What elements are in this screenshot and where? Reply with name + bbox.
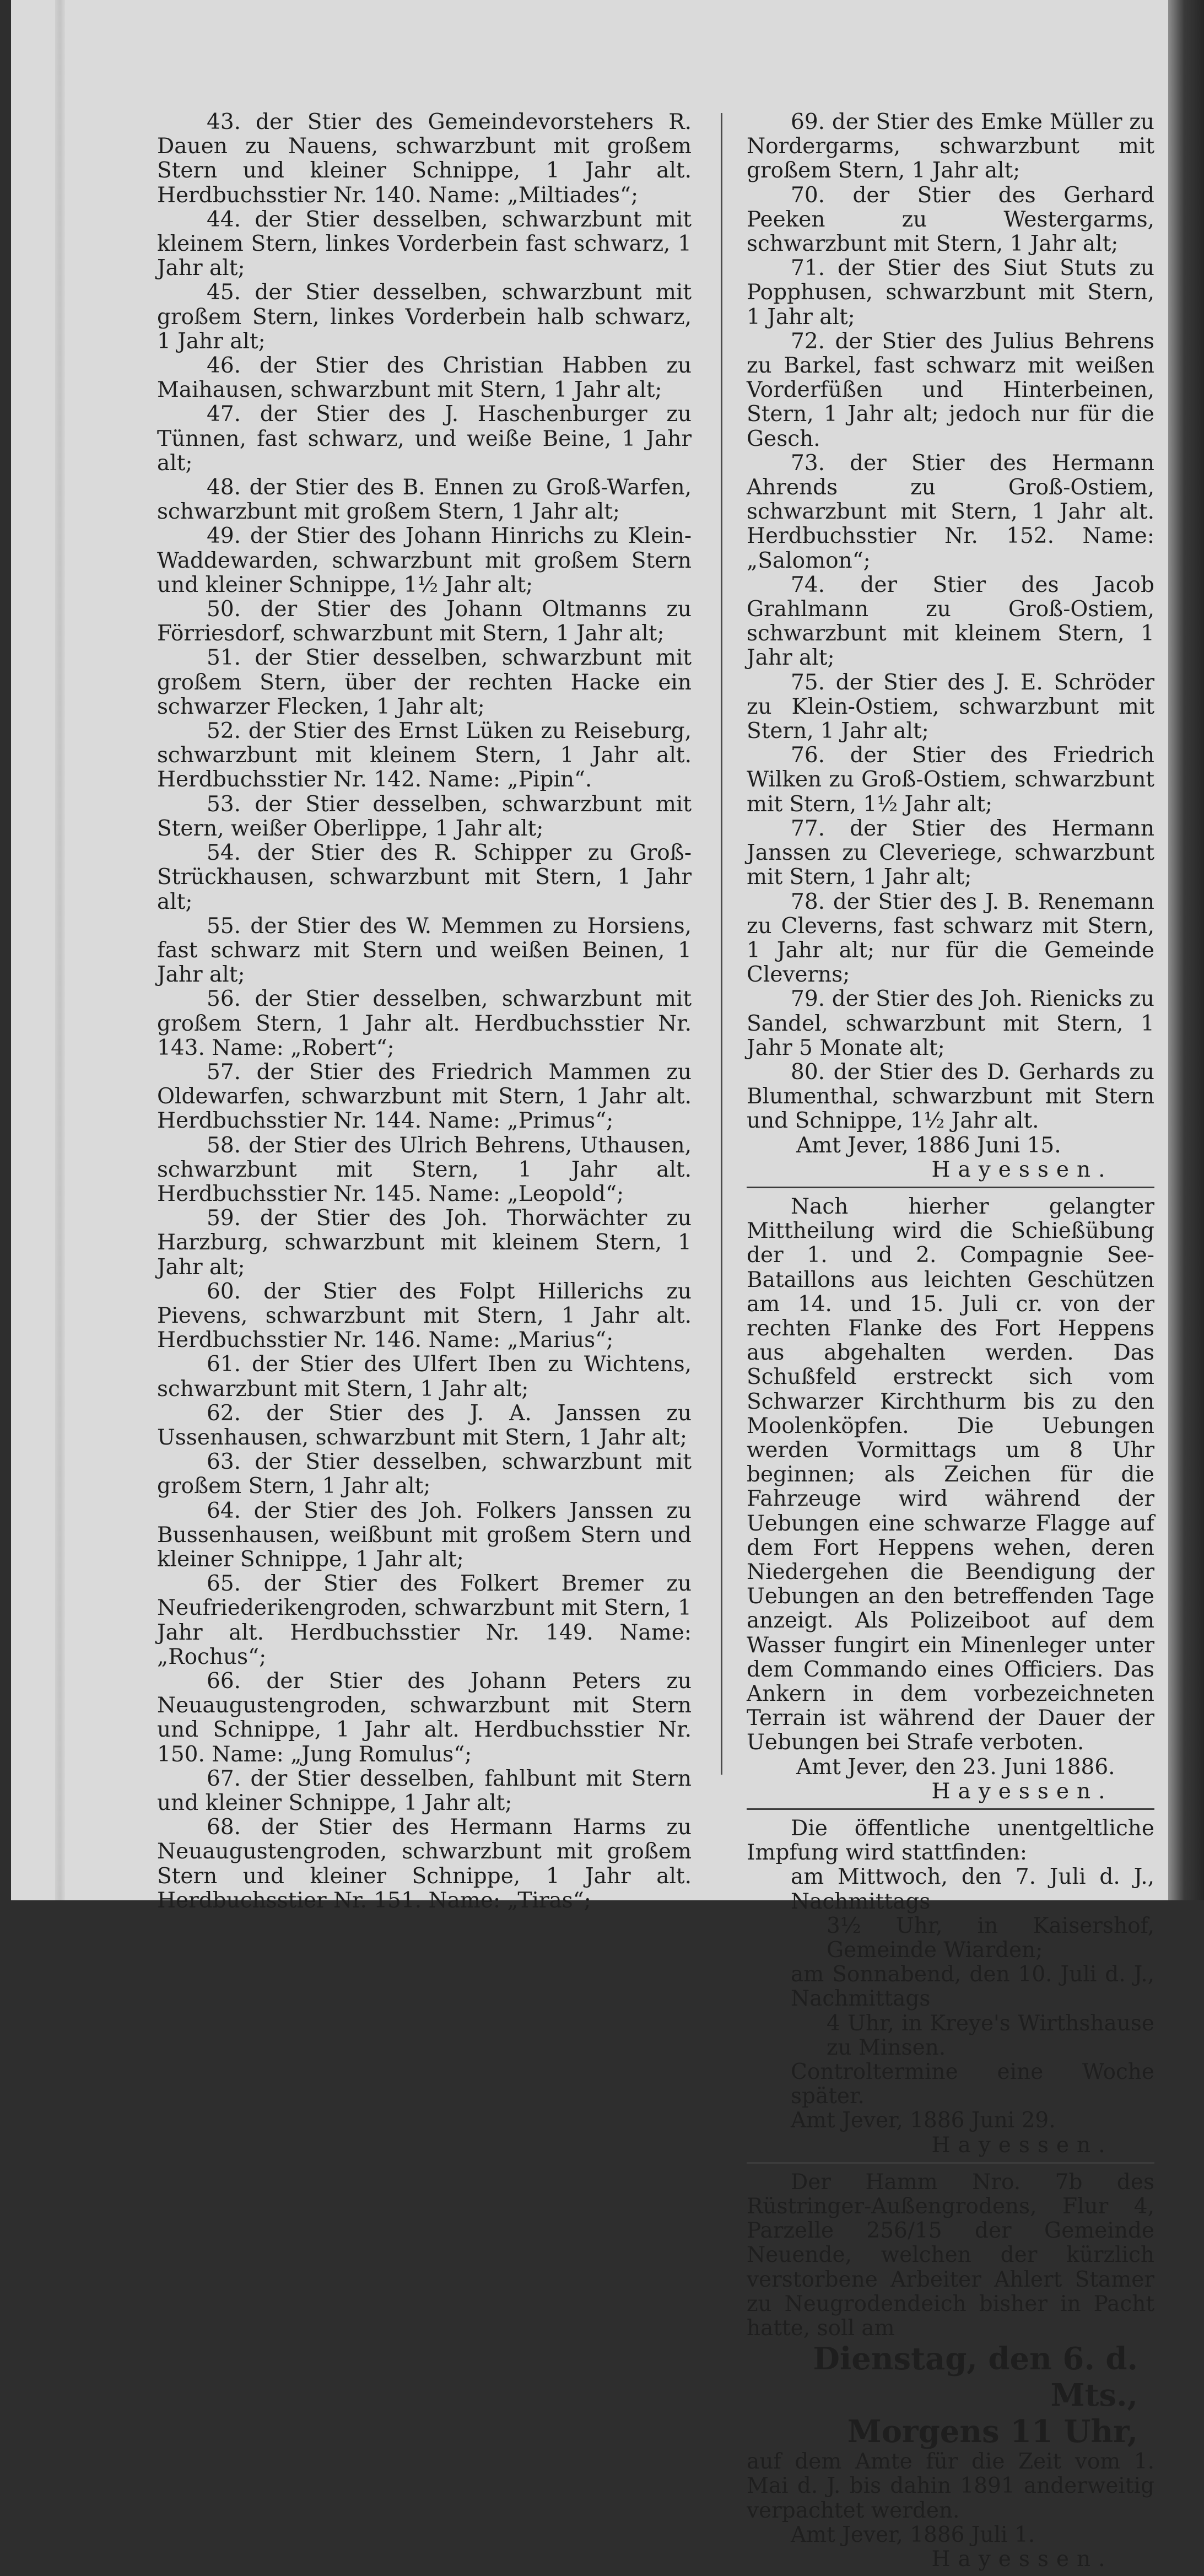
notice-separator-1 [747,1187,1154,1188]
entry-43: 43. der Stier des Gemeindevorstehers R. Dauen zu Nauens, schwarzbunt mit großem Stern und kleiner Schnippe, 1 Jahr alt. Herdbuchsstier Nr. 140. Name: „Miltiades“; [157,110,692,208]
entry-51: 51. der Stier desselben, schwarzbunt mit großem Stern, über der rechten Hacke ein schwarzer Flecken, 1 Jahr alt; [157,645,692,719]
entry-46: 46. der Stier des Christian Habben zu Maihausen, schwarzbunt mit Stern, 1 Jahr alt; [157,353,692,403]
entry-74: 74. der Stier des Jacob Grahlmann zu Groß-Ostiem, schwarzbunt mit kleinem Stern, 1 Jahr alt; [747,572,1154,671]
page-edge-shadow [1168,0,1204,1900]
entry-72: 72. der Stier des Julius Behrens zu Barkel, fast schwarz mit weißen Vorderfüßen und Hinterbeinen, Stern, 1 Jahr alt; jedoch nur für die Gesch. [747,328,1154,451]
notice-separator-2 [747,1808,1154,1810]
notice3-date: Amt Jever, 1886 Juni 29. [791,2108,1056,2133]
entry-79: 79. der Stier des Joh. Rienicks zu Sandel, schwarzbunt mit Stern, 1 Jahr 5 Monate alt; [747,987,1154,1060]
notice3-line2: 3½ Uhr, in Kaisershof, Gemeinde Wiarden; [827,1913,1154,1963]
column-divider [721,113,722,1775]
notice4-signature: Hayessen. [931,2547,1113,2572]
notice1-date: Amt Jever, 1886 Juni 15. [796,1133,1061,1158]
entry-62: 62. der Stier des J. A. Janssen zu Ussenhausen, schwarzbunt mit Stern, 1 Jahr alt; [157,1400,692,1450]
entry-59: 59. der Stier des Joh. Thorwächter zu Harzburg, schwarzbunt mit kleinem Stern, 1 Jahr alt; [157,1206,692,1280]
notice2-signature: Hayessen. [931,1779,1113,1804]
entry-66: 66. der Stier des Johann Peters zu Neuaugustengroden, schwarzbunt mit Stern und Schnippe, 1 Jahr alt. Herdbuchsstier Nr. 150. Name: „Jung Romulus“; [157,1669,692,1767]
entry-57: 57. der Stier des Friedrich Mammen zu Oldewarfen, schwarzbunt mit Stern, 1 Jahr alt. Herdbuchsstier Nr. 144. Name: „Primus“; [157,1059,692,1134]
page-fold [55,0,65,1900]
entry-68: 68. der Stier des Hermann Harms zu Neuaugustengroden, schwarzbunt mit großem Stern und kleiner Schnippe, 1 Jahr alt. Herdbuchsstier Nr. 151. Name: „Tiras“; [157,1815,692,1913]
entry-63: 63. der Stier desselben, schwarzbunt mit großem Stern, 1 Jahr alt; [157,1449,692,1499]
entry-44: 44. der Stier desselben, schwarzbunt mit kleinem Stern, linkes Vorderbein fast schwarz, 1 Jahr alt; [157,207,692,281]
notice3-signature: Hayessen. [931,2132,1113,2158]
entry-45: 45. der Stier desselben, schwarzbunt mit großem Stern, linkes Vorderbein halb schwarz, 1 Jahr alt; [157,280,692,354]
entry-75: 75. der Stier des J. E. Schröder zu Klein-Ostiem, schwarzbunt mit Stern, 1 Jahr alt; [747,670,1154,744]
notice-separator-3 [747,2162,1154,2164]
entry-58: 58. der Stier des Ulrich Behrens, Uthausen, schwarzbunt mit Stern, 1 Jahr alt. Herdbuchsstier Nr. 145. Name: „Leopold“; [157,1133,692,1206]
entry-69: 69. der Stier des Emke Müller zu Nordergarms, schwarzbunt mit großem Stern, 1 Jahr alt; [747,110,1154,184]
notice4-text-continued: auf dem Amte für die Zeit vom 1. Mai d. J. bis dahin 1891 anderweitig verpachtet werden. [747,2449,1154,2523]
entry-61: 61. der Stier des Ulfert Iben zu Wichtens, schwarzbunt mit Stern, 1 Jahr alt; [157,1352,692,1402]
entry-55: 55. der Stier des W. Memmen zu Horsiens, fast schwarz mit Stern und weißen Beinen, 1 Jahr alt; [157,913,692,988]
entry-71: 71. der Stier des Siut Stuts zu Popphusen, schwarzbunt mit Stern, 1 Jahr alt; [747,256,1154,330]
entry-67: 67. der Stier desselben, fahlbunt mit Stern und kleiner Schnippe, 1 Jahr alt; [157,1766,692,1816]
entry-49: 49. der Stier des Johann Hinrichs zu Klein-Waddewarden, schwarzbunt mit großem Stern und kleiner Schnippe, 1½ Jahr alt; [157,524,692,597]
notice1-signature: Hayessen. [931,1157,1113,1182]
entry-47: 47. der Stier des J. Haschenburger zu Tünnen, fast schwarz, und weiße Beine, 1 Jahr alt; [157,402,692,476]
entry-77: 77. der Stier des Hermann Janssen zu Cleveriege, schwarzbunt mit Stern, 1 Jahr alt; [747,816,1154,890]
entry-60: 60. der Stier des Folpt Hillerichs zu Pievens, schwarzbunt mit Stern, 1 Jahr alt. Herdbuchsstier Nr. 146. Name: „Marius“; [157,1279,692,1353]
notice4-headline-date: Dienstag, den 6. d. Mts., [813,2341,1138,2414]
entry-54: 54. der Stier des R. Schipper zu Groß-Strückhausen, schwarzbunt mit Stern, 1 Jahr alt; [157,840,692,914]
notice3-line4: 4 Uhr, in Kreye's Wirthshause zu Minsen. [827,2011,1154,2060]
notice3-intro: Die öffentliche unentgeltliche Impfung wird stattfinden: [747,1816,1154,1866]
notice3-line5: Controltermine eine Woche später. [791,2060,1154,2109]
notice2-date: Amt Jever, den 23. Juni 1886. [796,1754,1115,1780]
notice3-line1: am Mittwoch, den 7. Juli d. J., Nachmittags [791,1864,1154,1914]
entry-80: 80. der Stier des D. Gerhards zu Blumenthal, schwarzbunt mit Stern und Schnippe, 1½ Jahr alt. [747,1059,1154,1134]
entry-65: 65. der Stier des Folkert Bremer zu Neufriederikengroden, schwarzbunt mit Stern, 1 Jahr alt. Herdbuchsstier Nr. 149. Name: „Rochus“; [157,1571,692,1669]
entry-70: 70. der Stier des Gerhard Peeken zu Westergarms, schwarzbunt mit Stern, 1 Jahr alt; [747,182,1154,257]
left-column [157,110,692,1913]
right-column [747,110,1154,2576]
notice3-line3: am Sonnabend, den 10. Juli d. J., Nachmittags [791,1962,1154,2012]
entry-53: 53. der Stier desselben, schwarzbunt mit Stern, weißer Oberlippe, 1 Jahr alt; [157,791,692,841]
entry-52: 52. der Stier des Ernst Lüken zu Reiseburg, schwarzbunt mit kleinem Stern, 1 Jahr alt. Herdbuchsstier Nr. 142. Name: „Pipin“. [157,719,692,793]
notice4-text: Der Hamm Nro. 7b des Rüstringer-Außengrodens, Flur 4, Parzelle 256/15 der Gemeinde Neuende, welchen der kürzlich verstorbene Arbeiter Ahlert Stamer zu Neugrodendeich bisher in Pacht hatte, soll am [747,2169,1154,2341]
entry-78: 78. der Stier des J. B. Renemann zu Cleverns, fast schwarz mit Stern, 1 Jahr alt; nur für die Gemeinde Cleverns; [747,889,1154,988]
entry-64: 64. der Stier des Joh. Folkers Janssen zu Bussenhausen, weißbunt mit großem Stern und kleiner Schnippe, 1 Jahr alt; [157,1498,692,1572]
notice4-date: Amt Jever, 1886 Juli 1. [791,2522,1035,2547]
notice4-headline-time: Morgens 11 Uhr, [847,2413,1138,2450]
entry-48: 48. der Stier des B. Ennen zu Groß-Warfen, schwarzbunt mit großem Stern, 1 Jahr alt; [157,475,692,525]
entry-73: 73. der Stier des Hermann Ahrends zu Groß-Ostiem, schwarzbunt mit Stern, 1 Jahr alt. Herdbuchsstier Nr. 152. Name: „Salomon“; [747,450,1154,573]
entry-76: 76. der Stier des Friedrich Wilken zu Groß-Ostiem, schwarzbunt mit Stern, 1½ Jahr alt; [747,743,1154,817]
entry-50: 50. der Stier des Johann Oltmanns zu Förriesdorf, schwarzbunt mit Stern, 1 Jahr alt; [157,597,692,646]
notice2-text: Nach hierher gelangter Mittheilung wird die Schießübung der 1. und 2. Compagnie See-Bataillons aus leichten Geschützen am 14. und 15. Juli cr. von der rechten Flanke des Fort Heppens aus abgehalten werden. Das Schußfeld erstreckt sich vom Schwarzer Kirchthurm bis zu den Moolenköpfen. Die Uebungen werden Vormittags um 8 Uhr beginnen; als Zeichen für die Fahrzeuge wird während der Uebungen eine schwarze Flagge auf dem Fort Heppens wehen, deren Niedergehen die Beendigung der Uebungen an den betreffenden Tage anzeigt. Als Polizeiboot auf dem Wasser fungirt ein Minenleger unter dem Commando eines Officiers. Das Ankern in dem vorbezeichneten Terrain ist während der Dauer der Uebungen bei Strafe verboten. [747,1194,1154,1755]
entry-56: 56. der Stier desselben, schwarzbunt mit großem Stern, 1 Jahr alt. Herdbuchsstier Nr. 143. Name: „Robert“; [157,987,692,1060]
